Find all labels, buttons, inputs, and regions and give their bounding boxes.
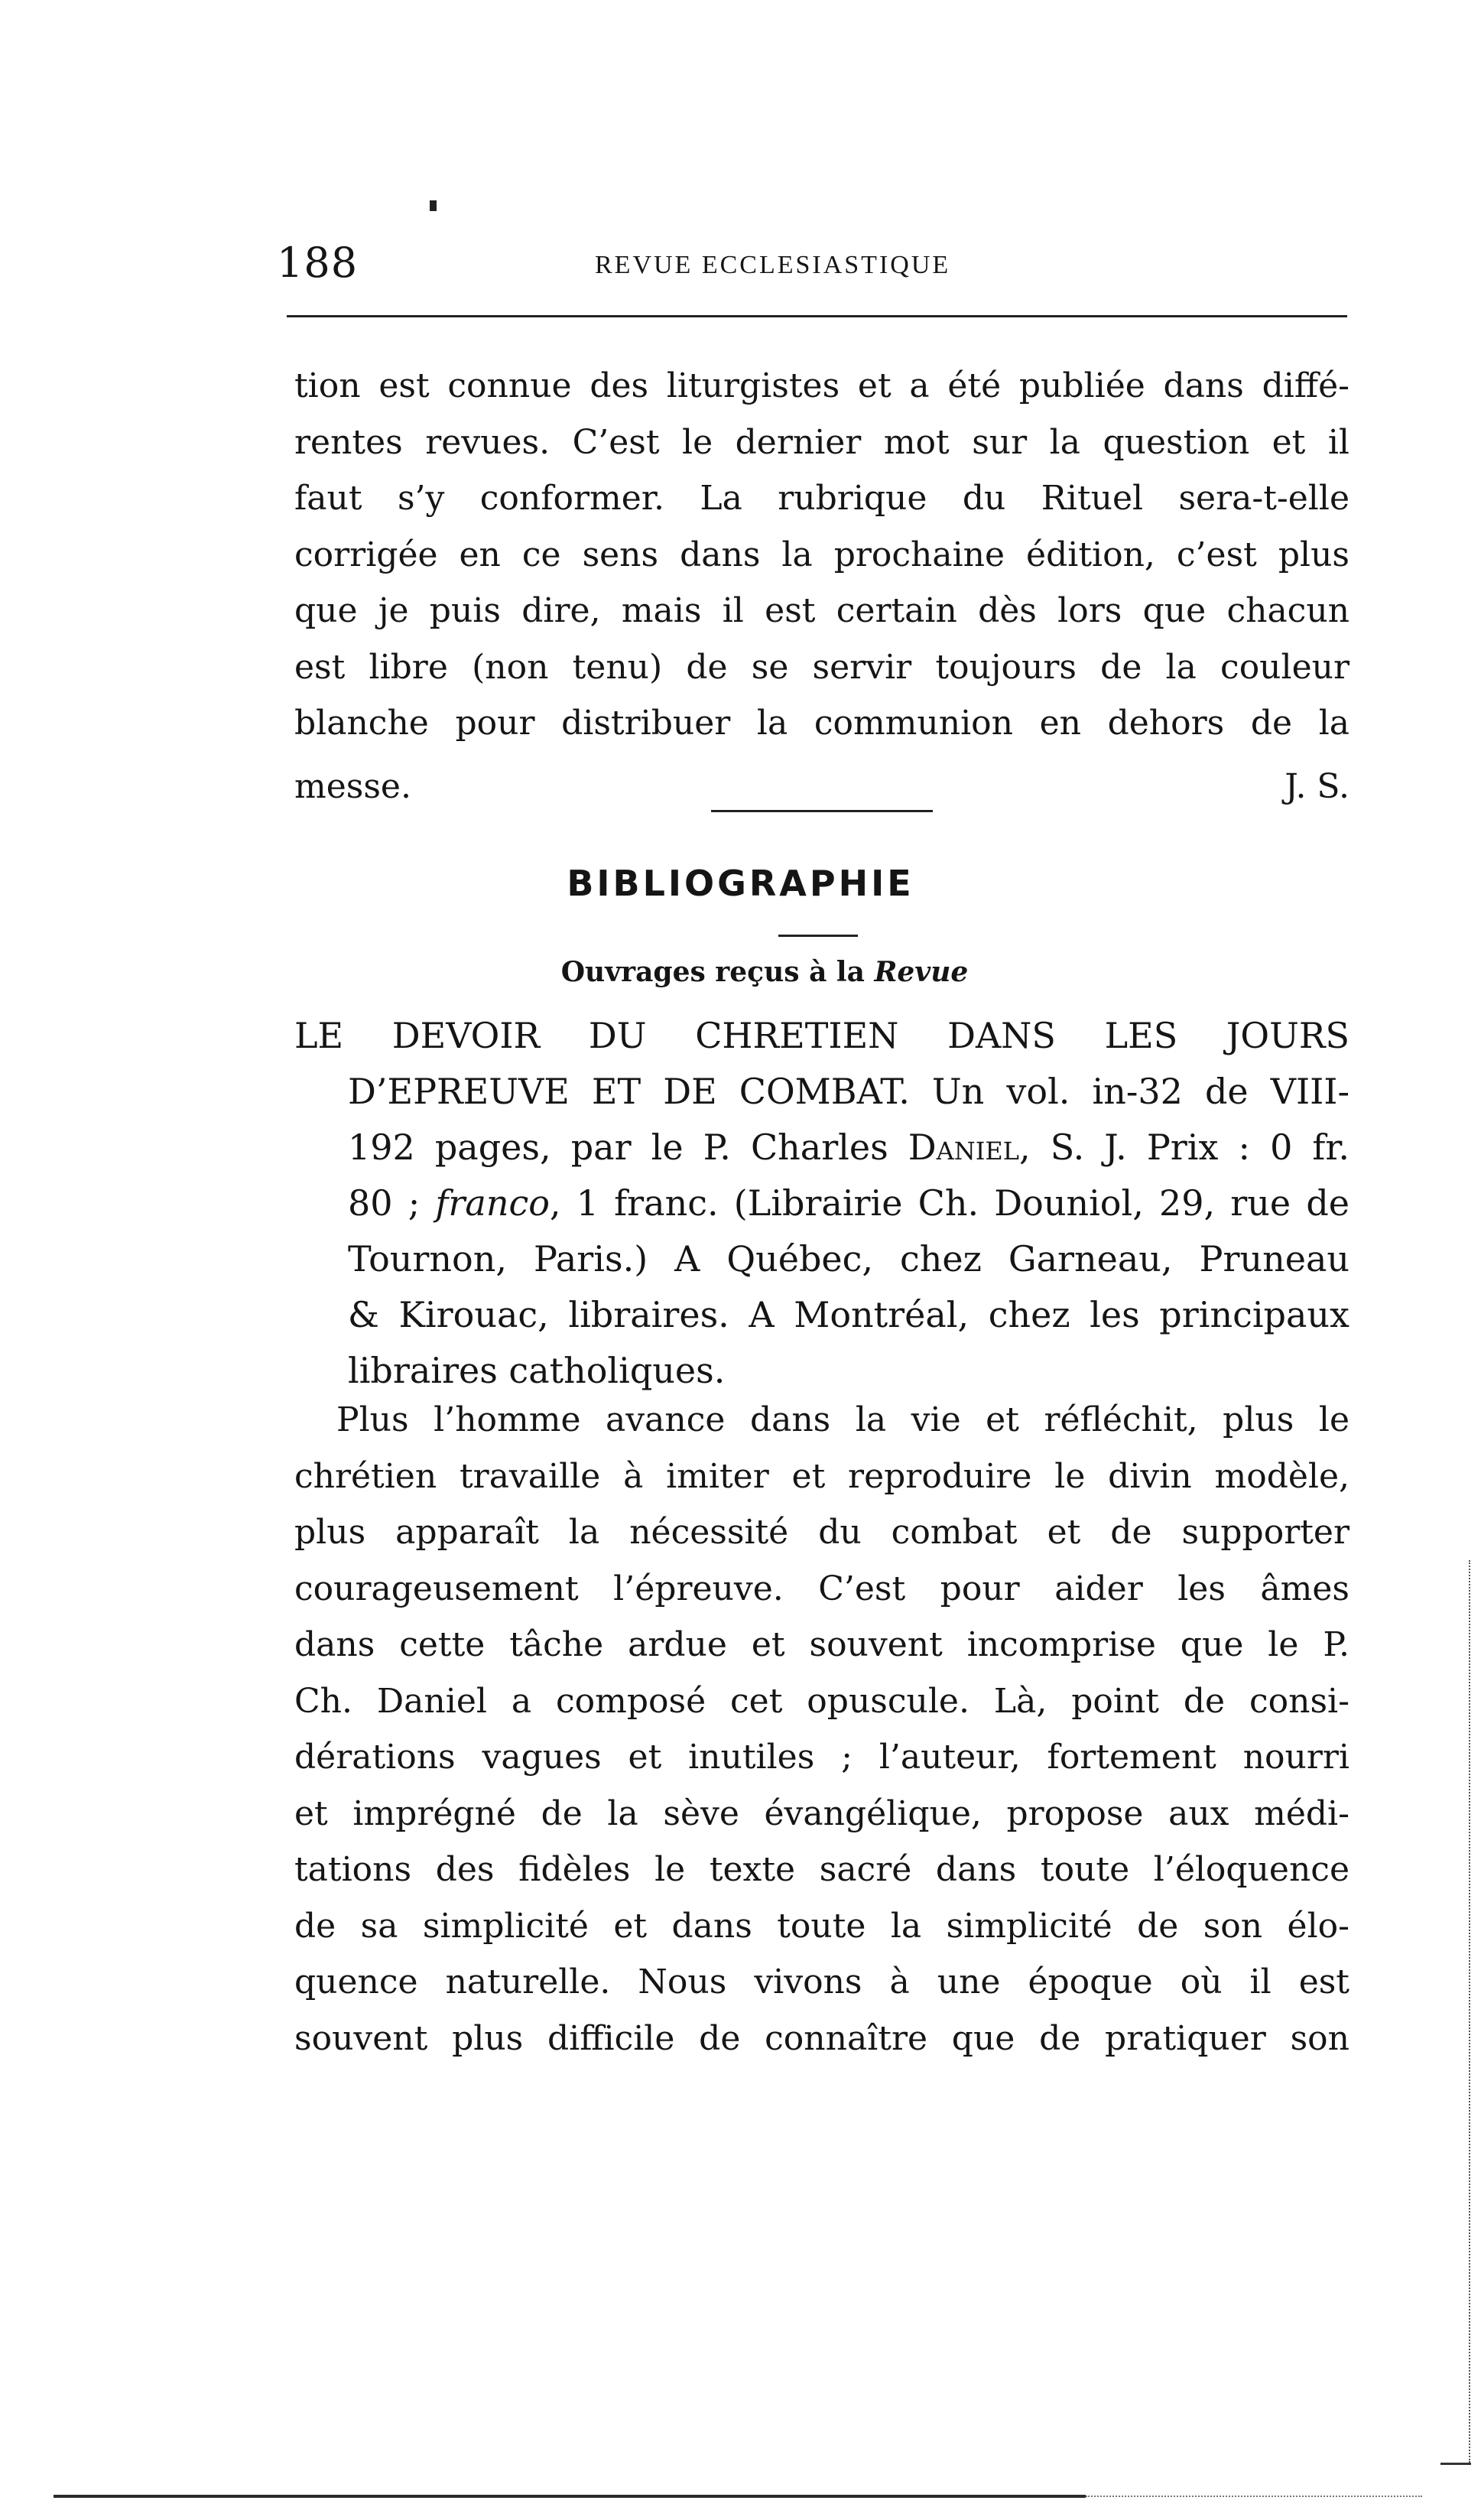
text-line: et imprégné de la sève évangélique, propose aux médi- [294,1793,1349,1833]
header-rule [287,315,1347,317]
text-line: rentes revues. C’est le dernier mot sur la question et il [294,422,1349,462]
page-header [277,229,1347,291]
scan-edge-line [1469,1560,1472,2463]
text-line: Plus l’homme avance dans la vie et réfléchit, plus le [336,1400,1349,1439]
text-line: Ch. Daniel a composé cet opuscule. Là, point de consi- [294,1681,1349,1721]
author-name: Daniel [908,1127,1020,1168]
text-line: de sa simplicité et dans toute la simplicité de son élo- [294,1906,1349,1946]
entry-line: D’EPREUVE ET DE COMBAT. Un vol. in-32 de VIII- [348,1071,1349,1112]
text-line: tion est connue des liturgistes et a été publiée dans diffé- [294,366,1349,405]
entry-italic: franco [435,1182,550,1224]
text-line: est libre (non tenu) de se servir toujours de la couleur [294,647,1349,687]
closing-row [294,767,1349,824]
entry-text: , 1 franc. (Librairie Ch. Douniol, 29, rue de [549,1182,1349,1224]
entry-line: libraires catholiques. [348,1350,726,1391]
text-line: que je puis dire, mais il est certain dès lors que chacun [294,591,1349,630]
ink-speck [430,200,437,211]
entry-line: & Kirouac, libraires. A Montréal, chez les principaux [348,1294,1349,1335]
text-line: corrigée en ce sens dans la prochaine édition, c’est plus [294,535,1349,574]
text-line: plus apparaît la nécessité du combat et de supporter [294,1513,1349,1552]
text-line: faut s’y conformer. La rubrique du Rituel sera-t-elle [294,479,1349,518]
entry-text: 80 ; [348,1182,436,1224]
subtitle-italic: Revue [874,956,969,988]
entry-text: , S. J. Prix : 0 fr. [1019,1127,1349,1168]
text-line: blanche pour distribuer la communion en dehors de la [294,704,1349,743]
section-subtitle [0,956,1481,988]
section-divider [711,810,933,812]
closing-word: messe. [294,767,411,806]
text-line: tations des fidèles le texte sacré dans toute l’éloquence [294,1850,1349,1889]
entry-line: Tournon, Paris.) A Québec, chez Garneau, Pruneau [348,1238,1349,1280]
subtitle-text: Ouvrages reçus à la [560,956,875,988]
section-title: BIBLIOGRAPHIE [567,863,914,904]
paragraph-continuation [294,358,1349,752]
text-line: quence naturelle. Nous vivons à une époque où il est [294,1962,1349,2001]
title-underline [778,935,858,937]
scan-bottom-edge-faint [1086,2496,1422,2499]
bibliography-entry [294,1008,1349,1399]
text-line: dans cette tâche ardue et souvent incomprise que le P. [294,1625,1349,1664]
scan-bottom-edge [54,2495,1086,2498]
text-line: souvent plus difficile de connaître que de pratiquer son [294,2018,1349,2058]
author-signature: J. S. [1285,767,1349,806]
scan-edge-mark [1440,2463,1471,2465]
entry-line [294,1120,1349,1175]
page-number: 188 [277,239,359,287]
entry-line [294,1175,1349,1231]
text-line: chrétien travaille à imiter et reproduire le divin modèle, [294,1456,1349,1496]
text-line: dérations vagues et inutiles ; l’auteur, fortement nourri [294,1738,1349,1777]
entry-title-line: LE DEVOIR DU CHRETIEN DANS LES JOURS [294,1015,1349,1056]
text-line: courageusement l’épreuve. C’est pour aider les âmes [294,1569,1349,1608]
entry-text: 192 pages, par le P. Charles [348,1127,908,1168]
review-paragraph [294,1392,1349,2066]
running-title: REVUE ECCLESIASTIQUE [595,251,951,279]
